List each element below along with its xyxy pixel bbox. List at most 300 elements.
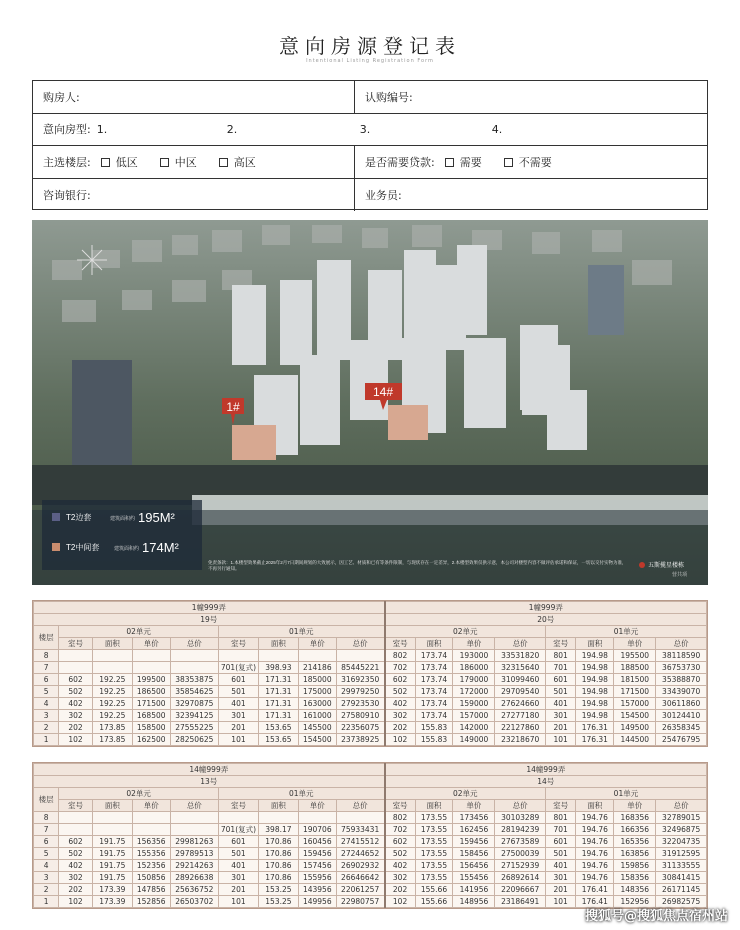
col-header: 单价 [132,800,170,812]
table-cell: 170.86 [258,872,298,884]
table-cell: 191.75 [92,872,132,884]
table-cell [59,662,93,674]
table-cell: 802 [385,812,415,824]
table-body [34,812,707,908]
table-cell: 148956 [453,896,495,908]
floor-cell: 3 [34,710,59,722]
table-cell: 602 [59,674,93,686]
table-cell: 23186491 [495,896,545,908]
aerial-rendering-image [32,220,708,585]
table-cell: 153.25 [258,884,298,896]
table-cell: 202 [59,722,93,734]
table-cell: 801 [545,650,575,662]
table-cell: 27923530 [336,698,384,710]
table-cell: 36753730 [656,662,707,674]
table-cell: 142000 [453,722,495,734]
col-header: 室号 [59,800,93,812]
col-header: 室号 [385,800,415,812]
table-cell: 601 [219,836,259,848]
floor-high-label: 高区 [233,155,256,169]
table-cell: 192.25 [92,698,132,710]
table-cell: 101 [545,734,575,746]
table-row [34,662,707,674]
section-title-right: 14幢999弄 [385,764,707,776]
legend-t2-middle-name: T2中间套 [66,543,100,552]
loan-yes-option[interactable] [445,154,482,170]
table-cell: 102 [385,896,415,908]
table-cell: 602 [385,836,415,848]
floor-mid-label: 中区 [174,155,197,169]
table-cell: 301 [545,872,575,884]
table-cell: 157000 [614,698,656,710]
table-cell: 170.86 [258,860,298,872]
price-table-1 [33,601,707,746]
table-cell: 302 [59,872,93,884]
col-header: 单价 [453,800,495,812]
table-cell: 155356 [132,848,170,860]
table-cell: 171.31 [258,686,298,698]
table-cell: 301 [219,872,259,884]
table-cell: 801 [545,812,575,824]
table-cell: 155.66 [415,896,453,908]
table-cell: 185000 [298,674,336,686]
building-title-left: 19号 [34,614,385,626]
table-cell: 23738925 [336,734,384,746]
registration-form [32,80,708,210]
table-cell: 154500 [614,710,656,722]
table-cell: 27277180 [495,710,545,722]
table-cell: 701(复式) [219,662,259,674]
table-cell: 401 [219,698,259,710]
floor-header: 楼层 [34,626,59,650]
section-title-right: 1幢999弄 [385,602,707,614]
table-cell: 154500 [298,734,336,746]
building-1-marker: 1# [226,400,240,414]
col-header: 总价 [495,800,545,812]
table-cell: 170.86 [258,836,298,848]
floor-cell: 3 [34,872,59,884]
col-header: 单价 [298,800,336,812]
floor-cell: 8 [34,812,59,824]
floor-cell: 5 [34,848,59,860]
table-cell: 168356 [614,812,656,824]
table-cell: 27580910 [336,710,384,722]
unit-01-header: 01单元 [545,626,706,638]
logo-sub: 营共项 [672,572,688,578]
table-cell [219,650,259,662]
col-header: 面积 [92,638,132,650]
table-cell: 193000 [453,650,495,662]
table-cell: 155456 [453,872,495,884]
col-header: 室号 [545,638,575,650]
col-header: 面积 [576,638,614,650]
table-cell: 28194239 [495,824,545,836]
form-row-buyer [33,81,707,114]
table-cell: 152356 [132,860,170,872]
table-cell: 31912595 [656,848,707,860]
agent-label: 业务员: [365,188,402,202]
table-cell: 158356 [614,872,656,884]
col-header: 总价 [656,800,707,812]
unit-01-header: 01单元 [219,626,385,638]
loan-yes-label: 需要 [459,155,482,169]
bank-label: 咨询银行: [43,188,91,202]
table-row [34,710,707,722]
table-cell: 150856 [132,872,170,884]
form-row-bank [33,179,707,212]
floor-high-option[interactable] [219,154,256,170]
table-cell: 172000 [453,686,495,698]
table-cell: 157000 [453,710,495,722]
table-cell: 176.31 [576,722,614,734]
floor-cell: 1 [34,734,59,746]
table-cell: 173.74 [415,650,453,662]
table-cell [170,650,218,662]
table-cell [258,650,298,662]
table-cell: 401 [545,698,575,710]
table-row [34,812,707,824]
table-cell: 194.76 [576,848,614,860]
table-cell: 161000 [298,710,336,722]
price-table-2 [33,763,707,908]
type-option-3: 3. [359,122,371,136]
table-cell: 194.76 [576,836,614,848]
floor-cell: 4 [34,860,59,872]
floor-low-label: 低区 [115,155,138,169]
table-cell: 181500 [614,674,656,686]
table-cell: 168500 [132,710,170,722]
table-cell: 35388870 [656,674,707,686]
loan-no-label: 不需要 [518,155,552,169]
table-cell: 26892614 [495,872,545,884]
table-row [34,860,707,872]
table-cell: 502 [59,686,93,698]
floor-cell: 8 [34,650,59,662]
table-cell: 701 [545,662,575,674]
table-cell: 173.55 [415,860,453,872]
table-cell: 156356 [132,836,170,848]
floor-mid-option[interactable] [160,154,197,170]
bank-field[interactable] [33,179,355,212]
logo-text: 五斯揽星楼栋 [648,563,685,569]
table-cell: 502 [59,848,93,860]
form-row-floor [33,146,707,179]
col-header: 单价 [453,638,495,650]
floor-zone-field [33,146,355,178]
col-header: 面积 [258,638,298,650]
table-cell [170,662,218,674]
floor-cell: 6 [34,674,59,686]
table-cell: 194.98 [576,686,614,698]
table-cell: 191.75 [92,848,132,860]
table-cell: 173.55 [415,824,453,836]
floor-cell: 6 [34,836,59,848]
table-cell: 155.66 [415,884,453,896]
table-cell: 194.98 [576,650,614,662]
table-cell: 502 [385,686,415,698]
table-cell: 31692350 [336,674,384,686]
table-cell: 163856 [614,848,656,860]
table-cell: 201 [545,722,575,734]
table-cell: 166356 [614,824,656,836]
floor-header: 楼层 [34,788,59,812]
table-cell: 29981263 [170,836,218,848]
table-row [34,848,707,860]
table-cell: 102 [59,896,93,908]
table-cell: 143956 [298,884,336,896]
floor-zone-label: 主选楼层: [43,155,91,169]
loan-field [355,146,709,178]
table-cell: 192.25 [92,686,132,698]
table-cell: 194.76 [576,872,614,884]
unit-02-header: 02单元 [59,788,219,800]
table-cell: 27500039 [495,848,545,860]
unit-01-header: 01单元 [545,788,706,800]
table-cell: 302 [59,710,93,722]
table-cell: 173.39 [92,896,132,908]
col-header: 总价 [336,638,384,650]
col-header: 室号 [545,800,575,812]
table-cell: 22127860 [495,722,545,734]
table-cell: 195500 [614,650,656,662]
table-cell: 75933431 [336,824,384,836]
table-cell: 31133555 [656,860,707,872]
table-cell: 179000 [453,674,495,686]
agent-field[interactable] [355,179,709,212]
table-cell: 188500 [614,662,656,674]
table-cell: 27244652 [336,848,384,860]
table-cell: 33439070 [656,686,707,698]
legend-t2-middle-area: 174M² [142,540,179,555]
table-cell: 171500 [614,686,656,698]
table-cell: 702 [385,662,415,674]
page-subtitle: Intentional Listing Registration Form [306,58,434,64]
table-cell: 176.41 [576,896,614,908]
table-cell: 602 [59,836,93,848]
table-cell: 502 [385,848,415,860]
table-cell: 302 [385,710,415,722]
table-cell: 173.85 [92,722,132,734]
table-cell: 501 [545,686,575,698]
table-cell [298,650,336,662]
type-option-2: 2. [226,122,238,136]
table-row [34,650,707,662]
table-cell: 191.75 [92,860,132,872]
table-cell: 601 [219,674,259,686]
col-header: 面积 [258,800,298,812]
col-header: 室号 [59,638,93,650]
table-cell: 194.76 [576,812,614,824]
table-cell: 152856 [132,896,170,908]
checkbox-icon [160,158,169,167]
table-cell: 192.25 [92,710,132,722]
col-header: 室号 [385,638,415,650]
table-cell: 27624660 [495,698,545,710]
table-cell: 170.86 [258,848,298,860]
table-cell: 199500 [132,674,170,686]
table-cell: 32315640 [495,662,545,674]
table-cell: 186500 [132,686,170,698]
table-cell: 402 [385,860,415,872]
table-cell: 173.55 [415,848,453,860]
table-cell: 155.83 [415,722,453,734]
table-cell: 35854625 [170,686,218,698]
table-cell: 29709540 [495,686,545,698]
table-cell: 601 [545,836,575,848]
table-cell: 162500 [132,734,170,746]
table-cell: 149500 [614,722,656,734]
table-cell: 38118590 [656,650,707,662]
floor-cell: 4 [34,698,59,710]
floor-low-option[interactable] [101,154,138,170]
table-cell: 38353875 [170,674,218,686]
table-cell: 22096667 [495,884,545,896]
table-cell: 192.25 [92,674,132,686]
table-cell: 30103289 [495,812,545,824]
table-cell [132,650,170,662]
table-cell: 501 [219,686,259,698]
table-cell: 32496875 [656,824,707,836]
table-cell: 194.98 [576,698,614,710]
table-cell: 160456 [298,836,336,848]
table-cell [92,662,132,674]
legend-swatch-t2-side [52,513,60,521]
table-cell: 173.74 [415,710,453,722]
table-row [34,836,707,848]
legend-swatch-t2-middle [52,543,60,551]
table-cell: 401 [545,860,575,872]
table-cell: 401 [219,860,259,872]
unit-02-header: 02单元 [59,626,219,638]
subscription-number-field[interactable] [355,81,709,113]
table-cell: 153.25 [258,896,298,908]
type-option-1: 1. [96,122,108,136]
table-cell: 153.65 [258,722,298,734]
table-cell [219,812,259,824]
table-cell: 402 [59,698,93,710]
table-row [34,722,707,734]
col-header: 单价 [132,638,170,650]
legend-t2-side-area: 195M² [138,510,175,525]
table-cell: 701 [545,824,575,836]
col-header: 面积 [92,800,132,812]
table-cell: 702 [385,824,415,836]
section-title-left: 1幢999弄 [34,602,385,614]
col-header: 单价 [614,800,656,812]
table-cell: 32970875 [170,698,218,710]
table-cell: 171.31 [258,698,298,710]
table-cell: 159856 [614,860,656,872]
table-cell: 159000 [453,698,495,710]
col-header: 总价 [170,638,218,650]
table-cell: 29214263 [170,860,218,872]
table-cell [132,824,170,836]
table-cell: 301 [545,710,575,722]
table-cell: 144500 [614,734,656,746]
table-cell: 159456 [298,848,336,860]
table-cell: 147856 [132,884,170,896]
table-cell: 601 [545,674,575,686]
table-cell: 25476795 [656,734,707,746]
table-cell: 173.39 [92,884,132,896]
table-cell: 102 [385,734,415,746]
table-cell: 194.76 [576,860,614,872]
table-cell: 32789015 [656,812,707,824]
legend-t2-middle-note: 建筑面积约 [114,546,140,552]
table-cell: 194.98 [576,674,614,686]
buyer-label: 购房人: [43,90,80,104]
table-cell: 171.31 [258,710,298,722]
floor-cell: 1 [34,896,59,908]
table-cell: 26646642 [336,872,384,884]
table-cell: 141956 [453,884,495,896]
table-cell: 201 [219,722,259,734]
col-header: 面积 [576,800,614,812]
table-cell: 173.55 [415,812,453,824]
col-header: 面积 [415,800,453,812]
section-title-left: 14幢999弄 [34,764,385,776]
table-cell: 27673589 [495,836,545,848]
table-cell: 501 [545,848,575,860]
unit-02-header: 02单元 [385,788,546,800]
table-row [34,734,707,746]
table-cell [92,824,132,836]
table-cell: 32394125 [170,710,218,722]
table-cell: 176.31 [576,734,614,746]
table-cell: 194.98 [576,710,614,722]
table-cell [258,812,298,824]
table-cell: 171.31 [258,674,298,686]
table-cell: 30841415 [656,872,707,884]
table-cell: 202 [385,884,415,896]
table-cell [59,650,93,662]
table-cell: 398.17 [258,824,298,836]
subscription-number-label: 认购编号: [365,90,413,104]
building-title-right: 20号 [385,614,707,626]
table-cell: 173.74 [415,674,453,686]
loan-no-option[interactable] [504,154,552,170]
table-cell: 701(复式) [219,824,259,836]
table-cell: 201 [545,884,575,896]
table-cell: 173.74 [415,698,453,710]
table-cell: 159456 [453,836,495,848]
table-row [34,674,707,686]
floor-cell: 2 [34,884,59,896]
table-cell: 194.76 [576,824,614,836]
intended-type-field[interactable] [33,114,709,146]
floor-cell: 2 [34,722,59,734]
table-cell: 175000 [298,686,336,698]
table-cell: 163000 [298,698,336,710]
table-cell: 301 [219,710,259,722]
table-cell: 398.93 [258,662,298,674]
logo-icon [639,562,645,568]
buyer-field[interactable] [33,81,355,113]
table-cell: 32204735 [656,836,707,848]
table-cell: 30124410 [656,710,707,722]
unit-01-header: 01单元 [219,788,385,800]
legend-t2-side-note: 建筑面积约 [110,516,136,522]
table-cell: 153.65 [258,734,298,746]
table-cell: 26171145 [656,884,707,896]
col-header: 总价 [656,638,707,650]
table-cell: 173.55 [415,836,453,848]
table-cell: 173.74 [415,662,453,674]
table-cell: 29789513 [170,848,218,860]
table-cell: 27555225 [170,722,218,734]
table-cell: 191.75 [92,836,132,848]
table-cell: 33531820 [495,650,545,662]
